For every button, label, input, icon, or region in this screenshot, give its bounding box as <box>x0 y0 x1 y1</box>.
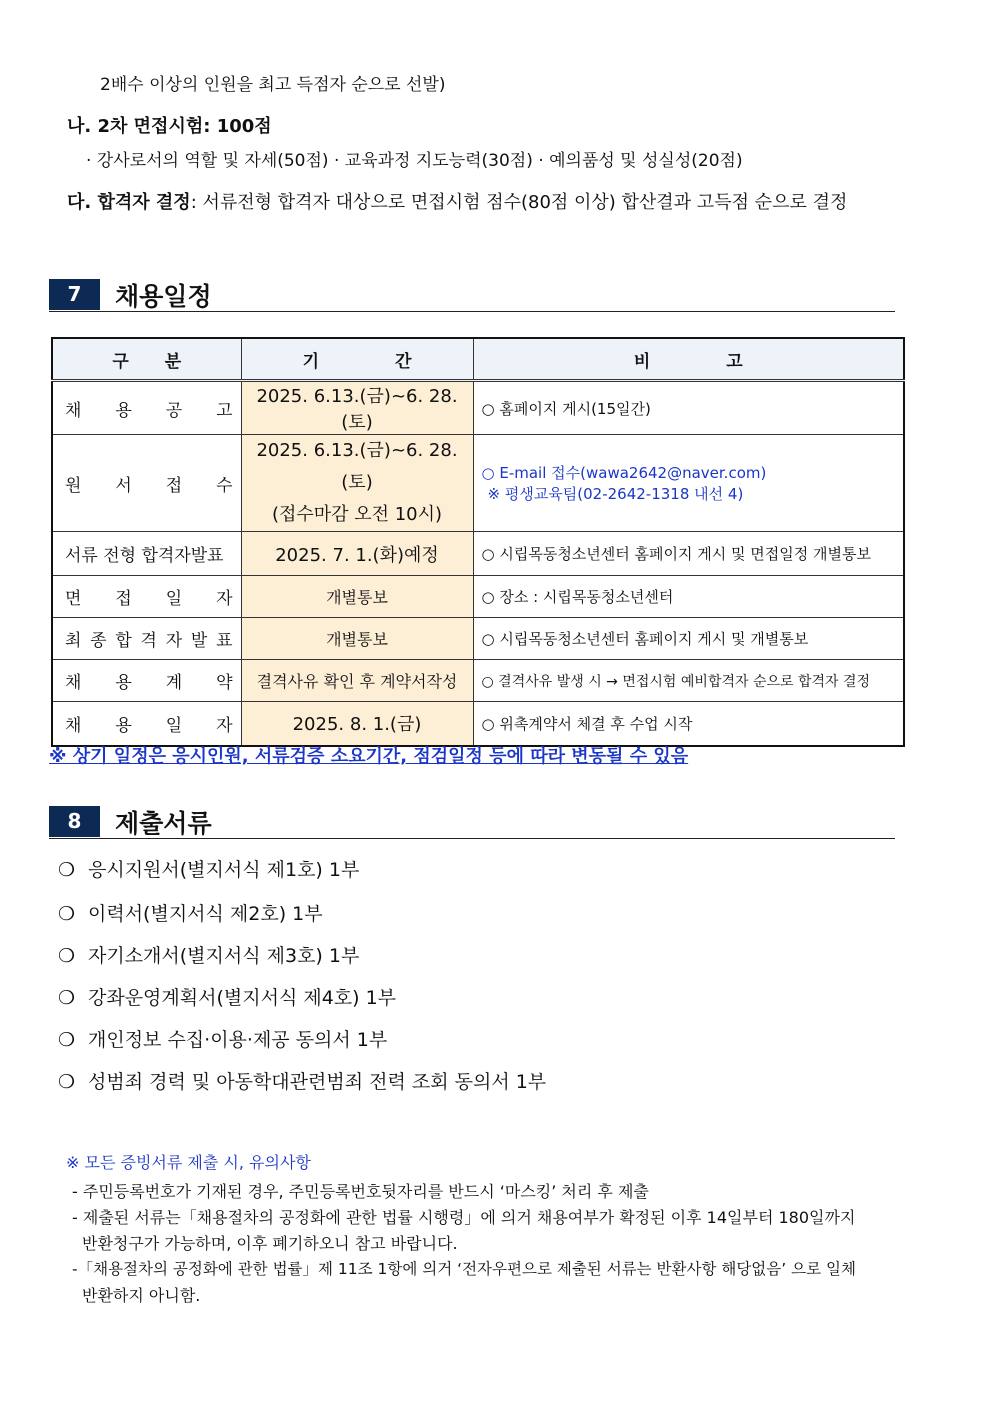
row-period: 개별통보 <box>241 576 473 618</box>
decision-paragraph <box>67 188 847 214</box>
row-note: ○ 위촉계약서 체결 후 수업 시작 <box>473 702 904 746</box>
footnote-title: ※ 모든 증빙서류 제출 시, 유의사항 <box>66 1153 311 1172</box>
section-number: 7 <box>49 279 100 310</box>
circle-bullet-icon: ❍ <box>58 945 76 967</box>
header-note: 비 고 <box>473 338 904 381</box>
section-7-header <box>49 279 895 312</box>
interview-heading: 나. 2차 면접시험: 100점 <box>67 116 272 137</box>
circle-bullet-icon: ❍ <box>58 987 76 1009</box>
header-period: 기 간 <box>241 338 473 381</box>
period-line: (접수마감 오전 10시) <box>271 504 443 525</box>
contact-note: ※ 평생교육팀(02-2642-1318 내선 4) <box>487 485 744 503</box>
table-row <box>52 381 904 435</box>
schedule-table <box>51 337 905 747</box>
selection-note: 2배수 이상의 인원을 최고 득점자 순으로 선발) <box>100 75 446 95</box>
row-note: ○ 결격사유 발생 시 → 면접시험 예비합격자 순으로 합격자 결정 <box>473 660 904 702</box>
circle-bullet-icon: ❍ <box>58 903 76 925</box>
footnote-line: - 제출된 서류는「채용절차의 공정화에 관한 법률 시행령」에 의거 채용여부가 확정된 이후 14일부터 180일까지 <box>72 1208 856 1227</box>
interview-criteria: · 강사로서의 역할 및 자세(50점) · 교육과정 지도능력(30점) · 예의품성 및 성실성(20점) <box>86 151 743 171</box>
table-row <box>52 618 904 660</box>
circle-bullet-icon: ❍ <box>58 1029 76 1051</box>
table-row <box>52 532 904 576</box>
row-period: 2025. 8. 1.(금) <box>241 702 473 746</box>
list-item: ❍ 개인정보 수집·이용·제공 동의서 1부 <box>58 1029 388 1051</box>
section-8-header <box>49 806 895 839</box>
list-item: ❍ 응시지원서(별지서식 제1호) 1부 <box>58 859 360 881</box>
row-category: 채 용 계 약 <box>52 660 241 702</box>
table-row <box>52 576 904 618</box>
header-category: 구 분 <box>52 338 241 381</box>
row-period <box>241 435 473 532</box>
decision-label: 다. 합격자 결정 <box>67 192 191 213</box>
table-header-row <box>52 338 904 381</box>
row-note: ○ 홈페이지 게시(15일간) <box>473 381 904 435</box>
row-note <box>473 435 904 532</box>
list-item: ❍ 이력서(별지서식 제2호) 1부 <box>58 903 323 925</box>
footnote-line: - 주민등록번호가 기재된 경우, 주민등록번호뒷자리를 반드시 ‘마스킹’ 처리 후 제출 <box>72 1182 649 1201</box>
row-period: 결격사유 확인 후 계약서작성 <box>241 660 473 702</box>
list-item: ❍ 성범죄 경력 및 아동학대관련범죄 전력 조회 동의서 1부 <box>58 1071 547 1093</box>
table-row <box>52 435 904 532</box>
section-number: 8 <box>49 806 100 837</box>
section-title: 제출서류 <box>115 809 212 838</box>
row-category: 원 서 접 수 <box>52 435 241 532</box>
row-note: ○ 시립목동청소년센터 홈페이지 게시 및 개별통보 <box>473 618 904 660</box>
row-period: 개별통보 <box>241 618 473 660</box>
table-row <box>52 660 904 702</box>
period-line: 2025. 6.13.(금)~6. 28.(토) <box>256 440 458 493</box>
row-note: ○ 장소 : 시립목동청소년센터 <box>473 576 904 618</box>
list-item: ❍ 자기소개서(별지서식 제3호) 1부 <box>58 945 360 967</box>
circle-bullet-icon: ❍ <box>58 859 76 881</box>
row-category: 채 용 공 고 <box>52 381 241 435</box>
footnote-line: 반환하지 아니함. <box>82 1286 201 1305</box>
row-category: 면 접 일 자 <box>52 576 241 618</box>
footnote-line: -「채용절차의 공정화에 관한 법률」제 11조 1항에 의거 ‘전자우편으로 제출된 서류는 반환사항 해당없음’ 으로 일체 <box>72 1260 856 1278</box>
row-note: ○ 시립목동청소년센터 홈페이지 게시 및 면접일정 개별통보 <box>473 532 904 576</box>
row-period: 2025. 6.13.(금)~6. 28.(토) <box>241 381 473 435</box>
footnote-line: 반환청구가 가능하며, 이후 폐기하오니 참고 바랍니다. <box>82 1234 458 1253</box>
section-title: 채용일정 <box>115 282 212 311</box>
row-category: 최 종 합 격 자 발 표 <box>52 618 241 660</box>
list-item: ❍ 강좌운영계획서(별지서식 제4호) 1부 <box>58 987 397 1009</box>
row-category: 서류 전형 합격자발표 <box>52 532 241 576</box>
row-category: 채 용 일 자 <box>52 702 241 746</box>
email-note: ○ E-mail 접수(wawa2642@naver.com) <box>481 464 767 482</box>
table-row <box>52 702 904 746</box>
circle-bullet-icon: ❍ <box>58 1071 76 1093</box>
decision-text: : 서류전형 합격자 대상으로 면접시험 점수(80점 이상) 합산결과 고득점 순으로 결정 <box>190 192 848 213</box>
schedule-change-notice: ※ 상기 일정은 응시인원, 서류검증 소요기간, 점검일정 등에 따라 변동될 수 있음 <box>49 746 689 767</box>
row-period: 2025. 7. 1.(화)예정 <box>241 532 473 576</box>
